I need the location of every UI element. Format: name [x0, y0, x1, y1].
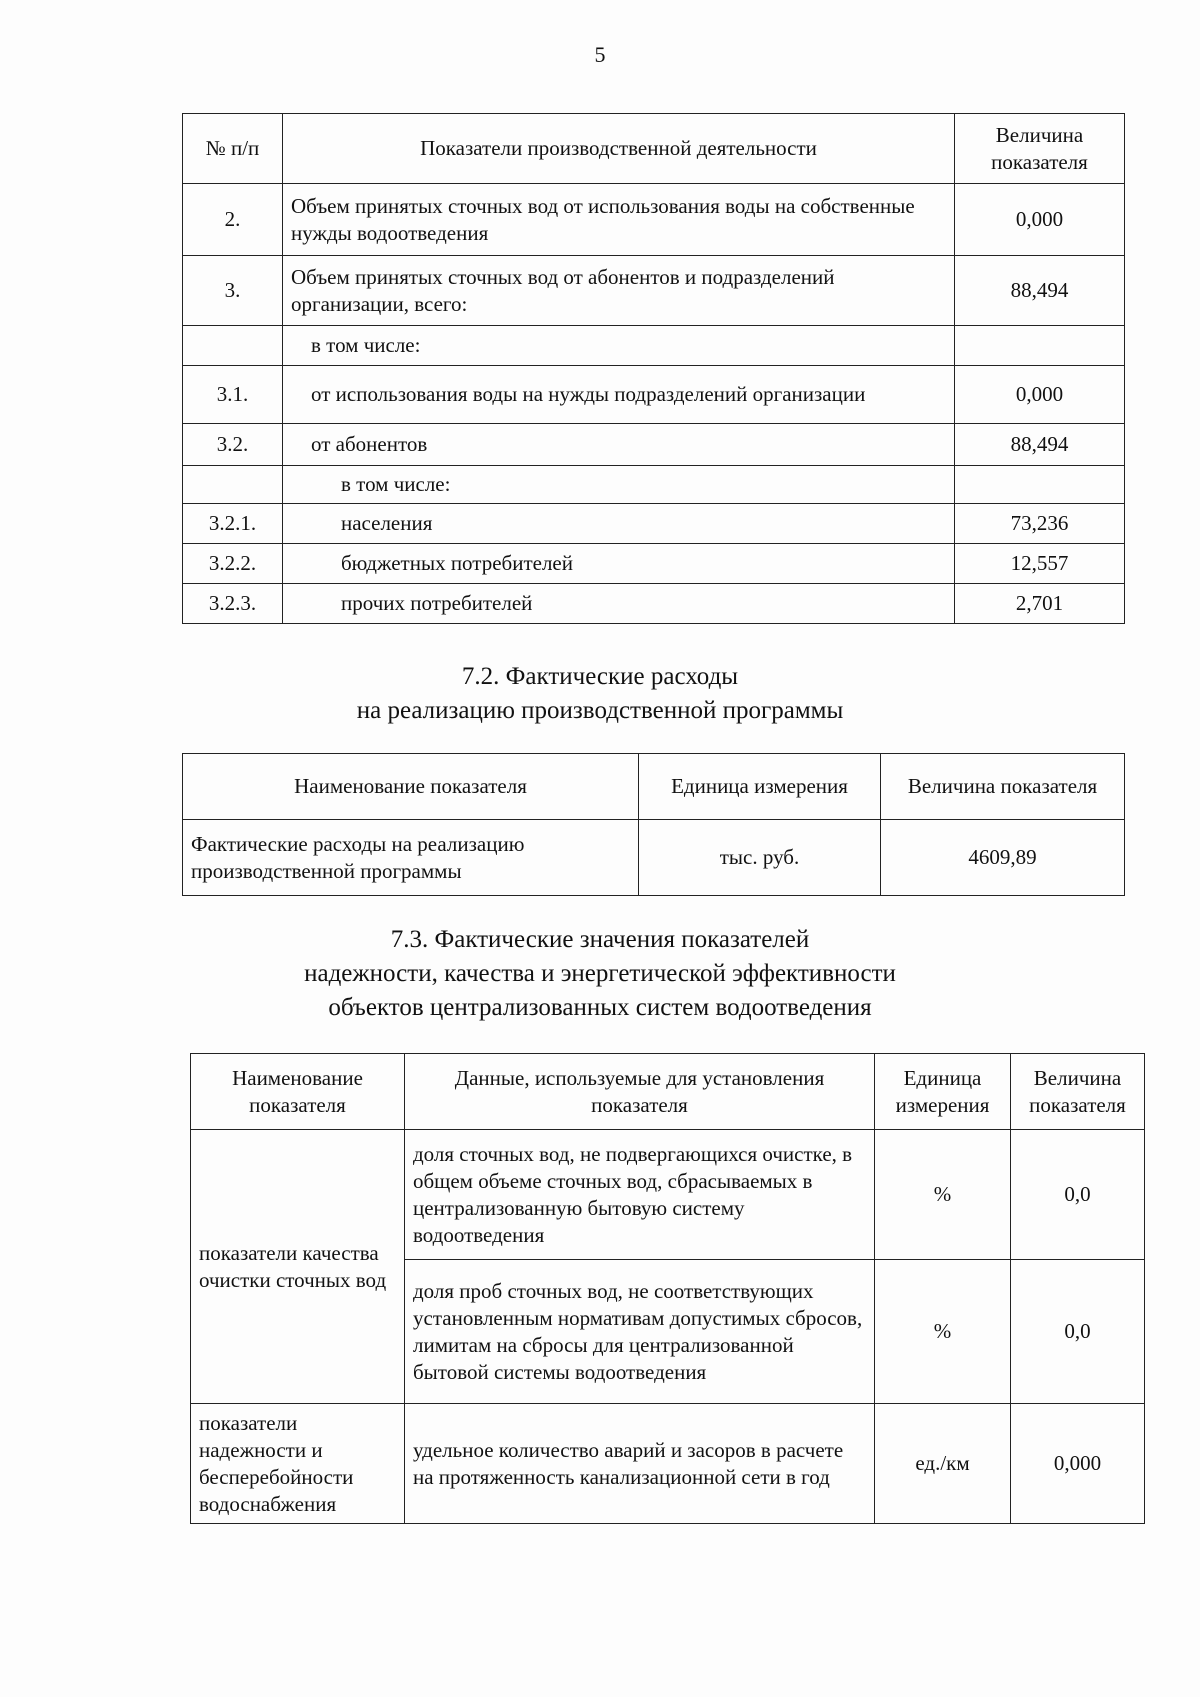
- table-row: [183, 820, 1125, 896]
- row-name: бюджетных потребителей: [283, 544, 955, 584]
- page-number: 5: [594, 42, 606, 67]
- group-reliability-name: показатели надежности и бесперебойности водоснабжения: [191, 1404, 405, 1524]
- table-row: [183, 504, 1125, 544]
- reliability-quality-table: [190, 1053, 1145, 1524]
- table-row: [183, 256, 1125, 326]
- row-num: 3.2.2.: [183, 544, 283, 584]
- row-value: [955, 326, 1125, 366]
- header-unit: Единица измерения: [639, 754, 881, 820]
- row-data: доля сточных вод, не подвергающихся очистке, в общем объеме сточных вод, сбрасываемых в централизованную бытовую систему водоотведения: [405, 1130, 875, 1260]
- row-num: 3.2.1.: [183, 504, 283, 544]
- row-num: 2.: [183, 184, 283, 256]
- header-name: Наименование показателя: [183, 754, 639, 820]
- section-7-3-title: [0, 923, 1200, 1025]
- table-row: [183, 184, 1125, 256]
- row-name: от использования воды на нужды подразделений организации: [283, 366, 955, 424]
- header-value: Величина показателя: [1011, 1054, 1145, 1130]
- header-unit: Единица измерения: [875, 1054, 1011, 1130]
- table-row: [183, 466, 1125, 504]
- row-name: населения: [283, 504, 955, 544]
- row-data: удельное количество аварий и засоров в расчете на протяженность канализационной сети в год: [405, 1404, 875, 1524]
- header-value: Величина показателя: [881, 754, 1125, 820]
- row-value: 0,000: [955, 366, 1125, 424]
- row-value: [955, 466, 1125, 504]
- table-row: [183, 544, 1125, 584]
- row-value: 0,000: [955, 184, 1125, 256]
- row-num: [183, 326, 283, 366]
- section-7-2-title: [0, 660, 1200, 728]
- header-value: Величина показателя: [955, 114, 1125, 184]
- section-7-3-title-line1: 7.3. Фактические значения показателей: [390, 926, 810, 953]
- row-name: прочих потребителей: [283, 584, 955, 624]
- row-value: 88,494: [955, 424, 1125, 466]
- row-name: в том числе:: [283, 326, 955, 366]
- table-header-row: [183, 114, 1125, 184]
- section-7-3-title-line2: надежности, качества и энергетической эффективности: [304, 960, 896, 987]
- expenses-unit: тыс. руб.: [639, 820, 881, 896]
- expenses-value: 4609,89: [881, 820, 1125, 896]
- section-7-2-title-line1: 7.2. Фактические расходы: [461, 663, 739, 690]
- row-num: 3.2.3.: [183, 584, 283, 624]
- header-name: Наименование показателя: [191, 1054, 405, 1130]
- row-value: 0,0: [1011, 1260, 1145, 1404]
- row-unit: ед./км: [875, 1404, 1011, 1524]
- header-name: Показатели производственной деятельности: [283, 114, 955, 184]
- row-unit: %: [875, 1130, 1011, 1260]
- row-data: доля проб сточных вод, не соответствующих установленным нормативам допустимых сбросов, лимитам на сбросы для централизованной бытовой системы водоотведения: [405, 1260, 875, 1404]
- table-row: [191, 1404, 1145, 1524]
- section-7-3-title-line3: объектов централизованных систем водоотведения: [328, 994, 872, 1021]
- row-name: в том числе:: [283, 466, 955, 504]
- table-header-row: [183, 754, 1125, 820]
- production-indicators-table: [182, 113, 1125, 624]
- row-num: [183, 466, 283, 504]
- row-unit: %: [875, 1260, 1011, 1404]
- table-header-row: [191, 1054, 1145, 1130]
- table-row: [183, 326, 1125, 366]
- actual-expenses-table: [182, 753, 1125, 896]
- group-quality-name: показатели качества очистки сточных вод: [191, 1130, 405, 1404]
- row-num: 3.1.: [183, 366, 283, 424]
- row-value: 12,557: [955, 544, 1125, 584]
- header-num: № п/п: [183, 114, 283, 184]
- row-value: 88,494: [955, 256, 1125, 326]
- header-data: Данные, используемые для установления показателя: [405, 1054, 875, 1130]
- row-value: 73,236: [955, 504, 1125, 544]
- row-value: 2,701: [955, 584, 1125, 624]
- row-num: 3.: [183, 256, 283, 326]
- table-row: [183, 366, 1125, 424]
- row-name: Объем принятых сточных вод от абонентов и подразделений организации, всего:: [283, 256, 955, 326]
- expenses-name: Фактические расходы на реализацию производственной программы: [183, 820, 639, 896]
- table-row: [183, 424, 1125, 466]
- row-name: Объем принятых сточных вод от использования воды на собственные нужды водоотведения: [283, 184, 955, 256]
- row-name: от абонентов: [283, 424, 955, 466]
- row-value: 0,000: [1011, 1404, 1145, 1524]
- row-value: 0,0: [1011, 1130, 1145, 1260]
- section-7-2-title-line2: на реализацию производственной программы: [356, 697, 844, 724]
- row-num: 3.2.: [183, 424, 283, 466]
- table-row: [191, 1130, 1145, 1260]
- table-row: [183, 584, 1125, 624]
